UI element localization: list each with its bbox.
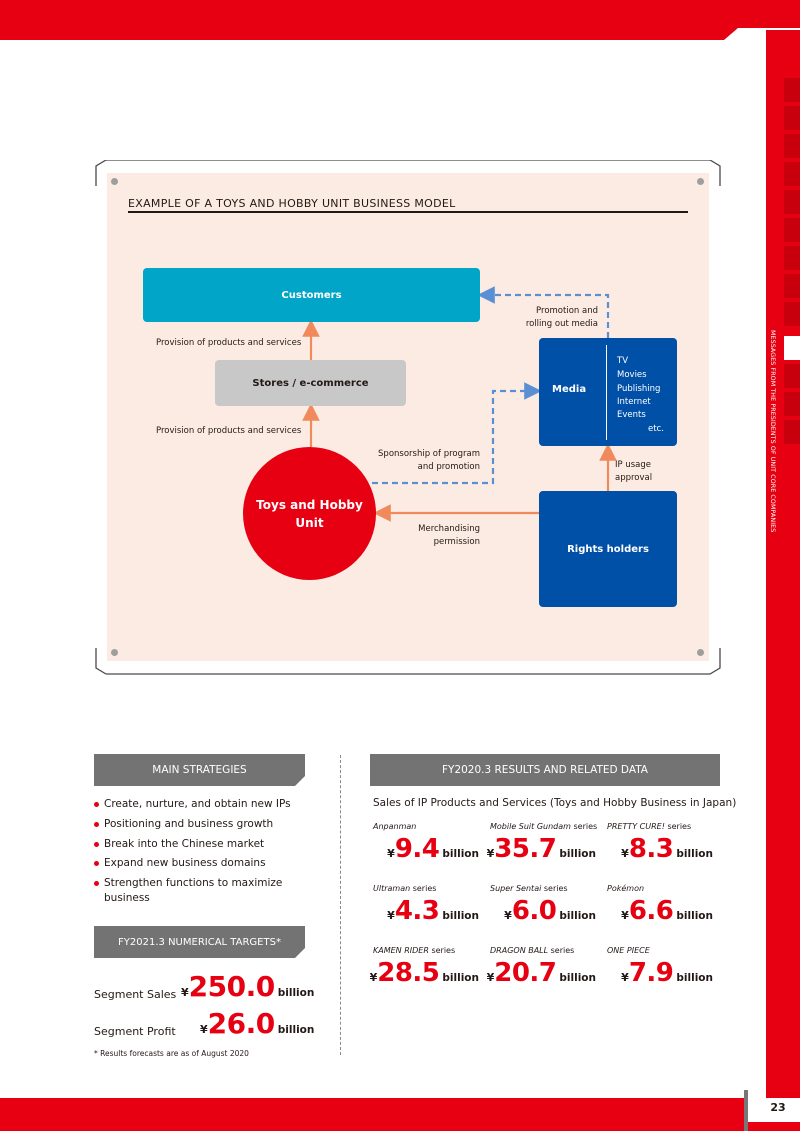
series-name — [607, 884, 644, 893]
currency-symbol: ¥ — [621, 971, 629, 984]
label-ip-usage-line2: approval — [615, 472, 653, 483]
result-value — [369, 836, 479, 862]
unit-label: billion — [442, 848, 479, 860]
bottom-red-band — [0, 1098, 800, 1131]
label-merch-line2: permission — [433, 536, 480, 547]
label-ip-usage — [615, 459, 652, 484]
segment-profit-label: Segment Profit — [94, 1025, 176, 1038]
strategy-item — [94, 837, 344, 852]
label-merchandising — [400, 523, 480, 548]
strategy-text: Strengthen functions to maximize business — [104, 877, 283, 904]
strategy-item — [94, 876, 304, 906]
series-suffix: series — [570, 822, 598, 831]
label-promotion — [498, 305, 598, 330]
unit-label: billion — [442, 972, 479, 984]
result-number: 4.3 — [394, 896, 440, 926]
result-number: 6.6 — [628, 896, 674, 926]
sales-number: 250.0 — [188, 970, 275, 1003]
currency-symbol: ¥ — [621, 847, 629, 860]
result-number: 35.7 — [494, 834, 557, 864]
node-customers: Customers — [143, 268, 480, 322]
label-promotion-line1: Promotion and — [536, 306, 598, 316]
result-value — [603, 836, 713, 862]
series-title: ONE PIECE — [607, 946, 650, 955]
label-sponsorship-line1: Sponsorship of program — [378, 449, 480, 459]
series-title: Mobile Suit Gundam — [490, 822, 571, 831]
diagram-title: EXAMPLE OF A TOYS AND HOBBY UNIT BUSINESS MODEL — [128, 197, 456, 210]
series-name — [373, 884, 436, 893]
label-ip-usage-line1: IP usage — [615, 460, 651, 470]
section-divider — [340, 755, 341, 1055]
result-number: 20.7 — [494, 958, 557, 988]
unit-label: billion — [676, 848, 713, 860]
currency-symbol: ¥ — [504, 909, 512, 922]
result-number: 7.9 — [628, 958, 674, 988]
unit-label: billion — [277, 1024, 315, 1036]
unit-label: billion — [559, 848, 596, 860]
page-number: 23 — [770, 1101, 786, 1114]
node-toys-hobby-unit — [243, 447, 376, 580]
label-provision-bottom: Provision of products and services — [156, 426, 302, 436]
unit-label: billion — [277, 987, 315, 999]
result-number: 8.3 — [628, 834, 674, 864]
media-label: Media — [552, 384, 587, 395]
segment-sales-label: Segment Sales — [94, 988, 177, 1001]
label-merch-line1: Merchandising — [418, 524, 480, 534]
media-item: TV — [617, 356, 629, 366]
unit-label: billion — [559, 910, 596, 922]
unit-label-line1: Toys and Hobby — [256, 497, 363, 512]
series-title: Pokémon — [607, 884, 645, 893]
series-name — [607, 946, 650, 955]
currency-symbol: ¥ — [621, 909, 629, 922]
currency-symbol: ¥ — [486, 847, 495, 860]
series-name — [607, 822, 691, 831]
media-etc: etc. — [648, 424, 664, 434]
bullet-icon — [94, 842, 99, 847]
strategy-item — [94, 797, 344, 812]
node-stores: Stores / e-commerce — [215, 360, 406, 406]
result-value — [486, 898, 596, 924]
strategy-text: Positioning and business growth — [104, 818, 274, 830]
media-item: Events — [617, 410, 646, 420]
results-header: FY2020.3 RESULTS AND RELATED DATA — [370, 754, 720, 786]
series-title: Super Sentai — [490, 884, 542, 893]
currency-symbol: ¥ — [486, 971, 495, 984]
series-title: PRETTY CURE! — [607, 822, 665, 831]
media-item: Movies — [617, 370, 647, 380]
targets-header: FY2021.3 NUMERICAL TARGETS* — [118, 936, 281, 948]
series-name — [490, 822, 597, 831]
media-item: Publishing — [617, 384, 661, 394]
currency-symbol: ¥ — [387, 909, 395, 922]
series-suffix: series — [664, 822, 692, 831]
label-sponsorship-line2: and promotion — [417, 461, 480, 472]
side-caption: MESSAGES FROM THE PRESIDENTS OF UNIT CORE COMPANIES — [769, 330, 776, 533]
segment-sales-value — [181, 970, 314, 1003]
currency-symbol: ¥ — [181, 986, 189, 999]
unit-label: billion — [442, 910, 479, 922]
result-value — [603, 898, 713, 924]
unit-label: billion — [676, 910, 713, 922]
unit-label: billion — [559, 972, 596, 984]
series-name — [490, 946, 574, 955]
media-divider — [606, 345, 607, 440]
series-suffix: series — [541, 884, 568, 893]
strategy-text: Expand new business domains — [104, 857, 266, 869]
strategy-item — [94, 856, 344, 871]
result-value — [486, 960, 596, 986]
result-value — [486, 836, 596, 862]
series-name — [490, 884, 568, 893]
bullet-icon — [94, 822, 99, 827]
strategies-header: MAIN STRATEGIES — [152, 764, 247, 776]
label-promotion-line2: rolling out media — [525, 318, 598, 329]
series-name — [373, 946, 455, 955]
strategy-item — [94, 817, 344, 832]
profit-number: 26.0 — [207, 1007, 275, 1040]
unit-label: billion — [676, 972, 713, 984]
bullet-icon — [94, 802, 99, 807]
series-suffix: series — [428, 946, 456, 955]
series-name — [373, 822, 416, 831]
segment-profit-value — [200, 1007, 314, 1040]
currency-symbol: ¥ — [369, 971, 378, 984]
result-number: 28.5 — [377, 958, 440, 988]
series-title: DRAGON BALL — [490, 946, 549, 955]
series-title: Anpanman — [373, 822, 417, 831]
targets-footnote: * Results forecasts are as of August 2020 — [94, 1049, 249, 1058]
results-subtitle: Sales of IP Products and Services (Toys and Hobby Business in Japan) — [373, 797, 737, 809]
series-suffix: series — [548, 946, 575, 955]
strategy-text: Break into the Chinese market — [104, 838, 265, 850]
bullet-icon — [94, 861, 99, 866]
label-provision-top: Provision of products and services — [156, 338, 302, 348]
currency-symbol: ¥ — [387, 847, 395, 860]
result-number: 9.4 — [394, 834, 440, 864]
node-rights-holders: Rights holders — [539, 491, 677, 607]
result-number: 6.0 — [511, 896, 557, 926]
bullet-icon — [94, 881, 99, 886]
media-item: Internet — [617, 397, 651, 407]
label-sponsorship — [359, 448, 480, 473]
result-value — [369, 898, 479, 924]
unit-label-line2: Unit — [295, 515, 324, 530]
currency-symbol: ¥ — [200, 1023, 208, 1036]
result-value — [369, 960, 479, 986]
page-number-bar — [744, 1090, 748, 1131]
series-title: KAMEN RIDER — [373, 946, 429, 955]
series-title: Ultraman — [373, 884, 411, 893]
result-value — [603, 960, 713, 986]
series-suffix: series — [410, 884, 437, 893]
strategy-text: Create, nurture, and obtain new IPs — [104, 798, 291, 810]
